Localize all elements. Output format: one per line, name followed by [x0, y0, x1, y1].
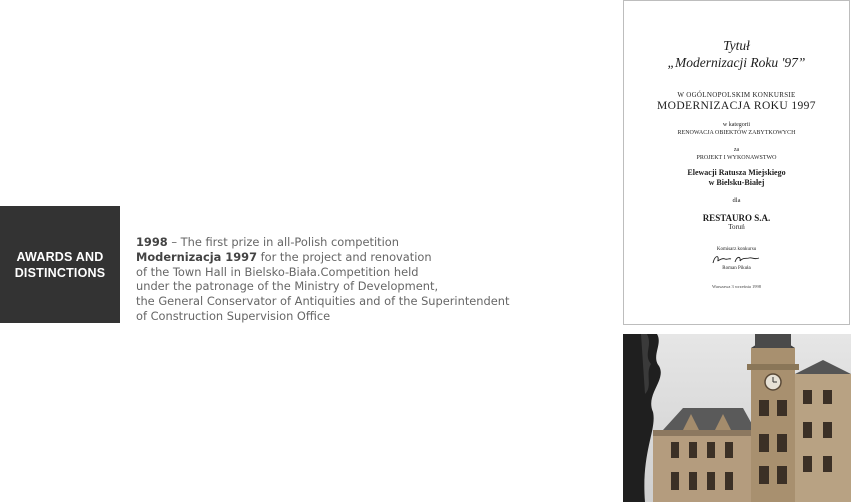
- certificate-category-intro: w kategorii: [722, 122, 751, 128]
- description-line-1-text: – The first prize in all-Polish competition: [167, 235, 399, 249]
- competition-name: Modernizacja 1997: [136, 249, 257, 264]
- town-hall-photo: [623, 334, 851, 502]
- certificate-city: Toruń: [728, 223, 745, 231]
- award-description: [136, 235, 606, 324]
- description-line-3: of the Town Hall in Bielsko-Biała.Competition held: [136, 264, 419, 279]
- certificate-za: za: [733, 147, 740, 153]
- certificate-company: RESTAURO S.A.: [702, 213, 771, 223]
- certificate-title-line-1: Tytuł: [723, 38, 750, 53]
- certificate-object: [624, 168, 849, 188]
- description-line-1: [136, 235, 606, 250]
- certificate-category: RENOWACJA OBIEKTÓW ZABYTKOWYCH: [677, 129, 796, 136]
- description-line-2-text: for the project and renovation: [257, 249, 432, 264]
- description-line-2: [136, 250, 606, 265]
- description-line-4: under the patronage of the Ministry of Development,: [136, 279, 439, 294]
- description-line-5: the General Conservator of Antiquities and of the Superintendent: [136, 294, 510, 309]
- award-year: 1998: [136, 235, 168, 249]
- description-line-6: of Construction Supervision Office: [136, 308, 331, 323]
- signature-icon: [624, 253, 849, 266]
- certificate-title-line-2: „Modernizacji Roku '97”: [667, 55, 806, 70]
- section-label-box: [0, 206, 120, 323]
- certificate-date: Warszawa 3 września 1998: [712, 284, 761, 289]
- certificate-object-line-2: w Bielsku-Białej: [708, 178, 765, 187]
- section-label: AWARDS AND DISTINCTIONS: [14, 249, 106, 280]
- certificate-commissioner-name: Roman Pikuła: [722, 266, 751, 271]
- certificate-subtitle-2: MODERNIZACJA ROKU 1997: [657, 100, 816, 112]
- certificate-object-line-1: Elewacji Ratusza Miejskiego: [687, 168, 786, 177]
- certificate-subtitle-1: W OGÓLNOPOLSKIM KONKURSIE: [677, 91, 796, 99]
- certificate-title: [624, 37, 849, 71]
- certificate-dla: dla: [732, 197, 741, 204]
- award-certificate-image: [623, 0, 850, 325]
- certificate-project: PROJEKT I WYKONAWSTWO: [696, 154, 777, 161]
- certificate-commissioner-title: Komisarz konkursu: [716, 247, 757, 252]
